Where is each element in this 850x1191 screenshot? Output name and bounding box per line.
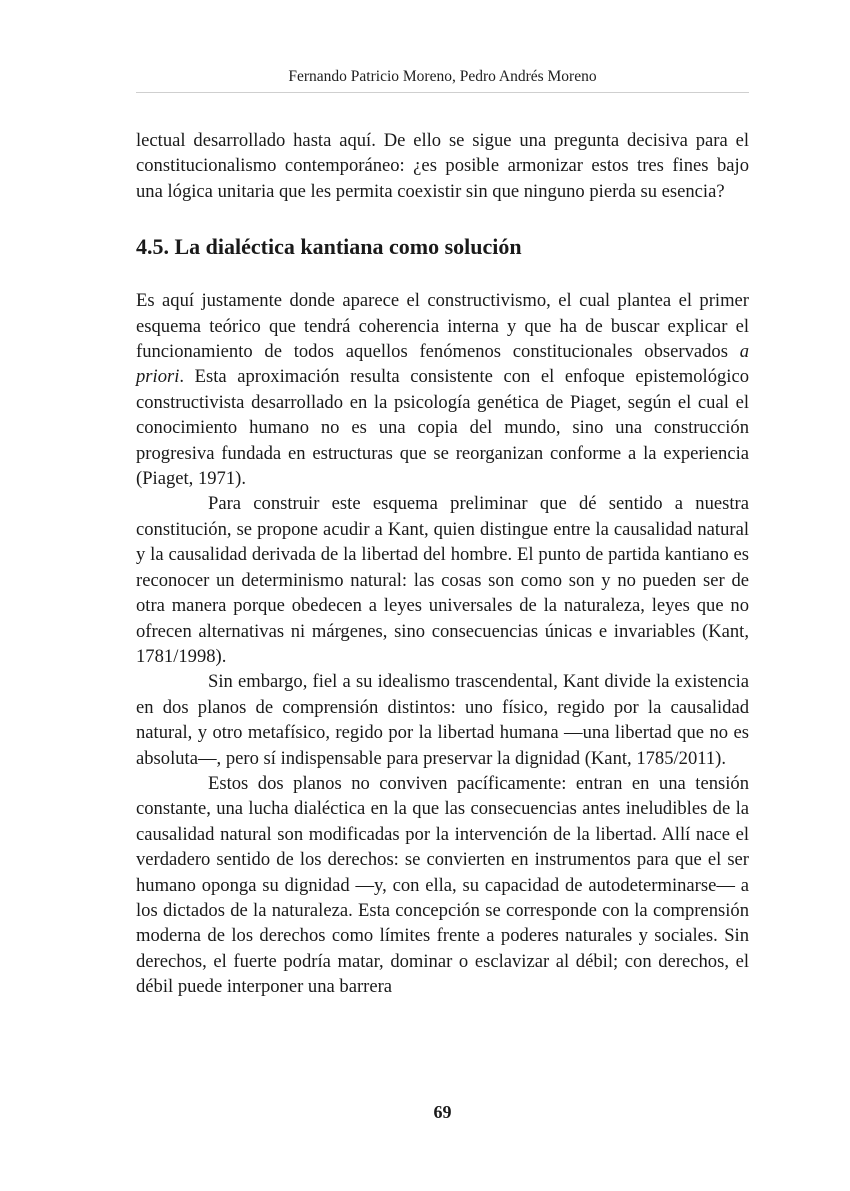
- paragraph-dialectic-tension: Estos dos planos no conviven pacíficamente: entran en una tensión constante, una lucha dialéctica en la que las consecuencias antes ineludibles de la causalidad natural son modificadas por la intervención de la libertad. Allí nace el verdadero sentido de los derechos: se convierten en instrumentos para que el ser humano oponga su dignidad —y, con ella, su capacidad de autodeterminarse— a los dictados de la naturaleza. Esta concepción se corresponde con la comprensión moderna de los derechos como límites frente a poderes naturales y sociales. Sin derechos, el fuerte podría matar, dominar o esclavizar al débil; con derechos, el débil puede interponer una barrera: [136, 772, 749, 998]
- page-body: [136, 128, 749, 1000]
- paragraph-text: . Esta aproximación resulta consistente con el enfoque epistemológico constructivista desarrollado en la psicología genética de Piaget, según el cual el conocimiento humano no es una copia del mundo, sino una construcción progresiva fundada en estructuras que se reorganizan conforme a la experiencia (Piaget, 1971).: [136, 366, 749, 490]
- running-header: Fernando Patricio Moreno, Pedro Andrés Moreno: [288, 68, 597, 85]
- paragraph-text: Es aquí justamente donde aparece el constructivismo, el cual plantea el primer esquema teórico que tendrá coherencia interna y que ha de buscar explicar el funcionamiento de todos aquellos fenómenos constitucionales observados: [136, 290, 749, 363]
- section-heading: 4.5. La dialéctica kantiana como solución: [136, 234, 522, 260]
- paragraph-transcendental-idealism: Sin embargo, fiel a su idealismo trascendental, Kant divide la existencia en dos planos de comprensión distintos: uno físico, regido por la causalidad natural, y otro metafísico, regido por la libertad humana —una libertad que no es absoluta—, pero sí indispensable para preservar la dignidad (Kant, 1785/2011).: [136, 671, 749, 769]
- paragraph-kant-causality: Para construir este esquema preliminar que dé sentido a nuestra constitución, se propone acudir a Kant, quien distingue entre la causalidad natural y la causalidad derivada de la libertad del hombre. El punto de partida kantiano es reconocer un determinismo natural: las cosas son como son y no pueden ser de otra manera porque obedecen a leyes universales de la naturaleza, leyes que no ofrecen alternativas ni márgenes, sino consecuencias únicas e invariables (Kant, 1781/1998).: [136, 493, 749, 667]
- header-divider: [136, 92, 749, 93]
- paragraph-continuation: lectual desarrollado hasta aquí. De ello se sigue una pregunta decisiva para el constitucionalismo contemporáneo: ¿es posible armonizar estos tres fines bajo una lógica unitaria que les permita coexistir sin que ninguno pierda su esencia?: [136, 130, 749, 202]
- paragraph-constructivism: [136, 288, 749, 491]
- italic-term: a priori: [136, 341, 749, 388]
- page-number: 69: [433, 1102, 452, 1122]
